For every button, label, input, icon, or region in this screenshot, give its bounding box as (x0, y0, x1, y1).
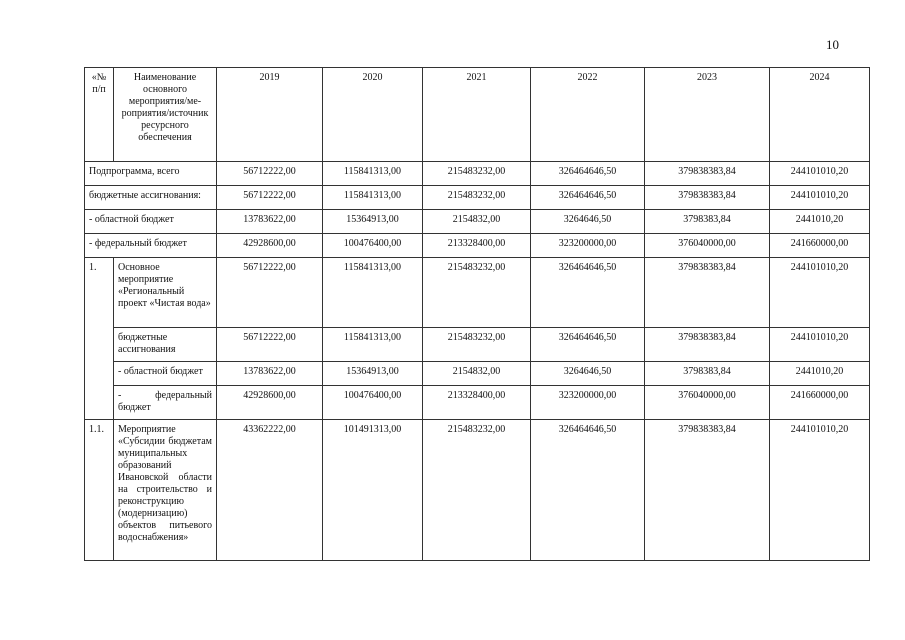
table-row (85, 162, 870, 186)
cell-value: 379838383,84 (645, 328, 770, 362)
cell-value: 115841313,00 (323, 258, 423, 328)
cell-value: 115841313,00 (323, 162, 423, 186)
row-label: Основное мероприятие «Региональный проект «Чистая вода» (114, 258, 217, 328)
cell-value: 244101010,20 (770, 328, 870, 362)
cell-value: 323200000,00 (531, 234, 645, 258)
cell-value: 100476400,00 (323, 234, 423, 258)
cell-value: 3798383,84 (645, 362, 770, 386)
cell-value: 379838383,84 (645, 258, 770, 328)
cell-value: 326464646,50 (531, 328, 645, 362)
cell-value: 13783622,00 (217, 362, 323, 386)
cell-value: 2441010,20 (770, 362, 870, 386)
row-label: бюджетные ассигнования (114, 328, 217, 362)
cell-value: 56712222,00 (217, 328, 323, 362)
budget-table (84, 67, 870, 561)
row-index: 1.1. (85, 420, 114, 561)
cell-value: 3798383,84 (645, 210, 770, 234)
table-row (85, 362, 870, 386)
cell-value: 326464646,50 (531, 420, 645, 561)
header-year: 2024 (770, 68, 870, 162)
cell-value: 101491313,00 (323, 420, 423, 561)
cell-value: 213328400,00 (423, 234, 531, 258)
cell-value: 244101010,20 (770, 420, 870, 561)
cell-value: 2154832,00 (423, 362, 531, 386)
cell-value: 379838383,84 (645, 162, 770, 186)
header-row (85, 68, 870, 162)
table-row (85, 386, 870, 420)
cell-value: 42928600,00 (217, 234, 323, 258)
cell-value: 326464646,50 (531, 162, 645, 186)
header-year: 2022 (531, 68, 645, 162)
cell-value: 241660000,00 (770, 386, 870, 420)
cell-value: 115841313,00 (323, 328, 423, 362)
cell-value: 3264646,50 (531, 210, 645, 234)
cell-value: 376040000,00 (645, 386, 770, 420)
cell-value: 2441010,20 (770, 210, 870, 234)
cell-value: 42928600,00 (217, 386, 323, 420)
cell-value: 56712222,00 (217, 186, 323, 210)
cell-value: 215483232,00 (423, 186, 531, 210)
cell-value: 379838383,84 (645, 186, 770, 210)
row-label: - областной бюджет (85, 210, 217, 234)
header-year: 2021 (423, 68, 531, 162)
cell-value: 379838383,84 (645, 420, 770, 561)
table-row (85, 258, 870, 328)
cell-value: 2154832,00 (423, 210, 531, 234)
table-row (85, 234, 870, 258)
row-label: - федеральный бюджет (85, 234, 217, 258)
cell-value: 43362222,00 (217, 420, 323, 561)
cell-value: 100476400,00 (323, 386, 423, 420)
row-label: Подпрограмма, всего (85, 162, 217, 186)
cell-value: 15364913,00 (323, 362, 423, 386)
cell-value: 215483232,00 (423, 420, 531, 561)
header-name: Наименование основного мероприятия/ме-роприятия/источник ресурсного обеспечения (114, 68, 217, 162)
cell-value: 213328400,00 (423, 386, 531, 420)
cell-value: 244101010,20 (770, 186, 870, 210)
page-number: 10 (826, 37, 839, 52)
cell-value: 15364913,00 (323, 210, 423, 234)
cell-value: 244101010,20 (770, 162, 870, 186)
cell-value: 215483232,00 (423, 328, 531, 362)
cell-value: 241660000,00 (770, 234, 870, 258)
cell-value: 326464646,50 (531, 186, 645, 210)
table-row (85, 210, 870, 234)
header-year: 2023 (645, 68, 770, 162)
row-label: Мероприятие «Субсидии бюджетам муниципальных образований Ивановской области на строительство и реконструкцию (модернизацию) объектов питьевого водоснабжения» (114, 420, 217, 561)
row-label: - федеральный бюджет (114, 386, 217, 420)
row-index: 1. (85, 258, 114, 420)
cell-value: 323200000,00 (531, 386, 645, 420)
cell-value: 56712222,00 (217, 162, 323, 186)
row-label: - областной бюджет (114, 362, 217, 386)
cell-value: 56712222,00 (217, 258, 323, 328)
header-year: 2020 (323, 68, 423, 162)
table-row (85, 328, 870, 362)
header-number: «№ п/п (85, 68, 114, 162)
cell-value: 326464646,50 (531, 258, 645, 328)
row-label: бюджетные ассигнования: (85, 186, 217, 210)
cell-value: 3264646,50 (531, 362, 645, 386)
table-row (85, 186, 870, 210)
cell-value: 215483232,00 (423, 258, 531, 328)
cell-value: 13783622,00 (217, 210, 323, 234)
table-row (85, 420, 870, 561)
header-year: 2019 (217, 68, 323, 162)
cell-value: 215483232,00 (423, 162, 531, 186)
cell-value: 244101010,20 (770, 258, 870, 328)
cell-value: 376040000,00 (645, 234, 770, 258)
cell-value: 115841313,00 (323, 186, 423, 210)
